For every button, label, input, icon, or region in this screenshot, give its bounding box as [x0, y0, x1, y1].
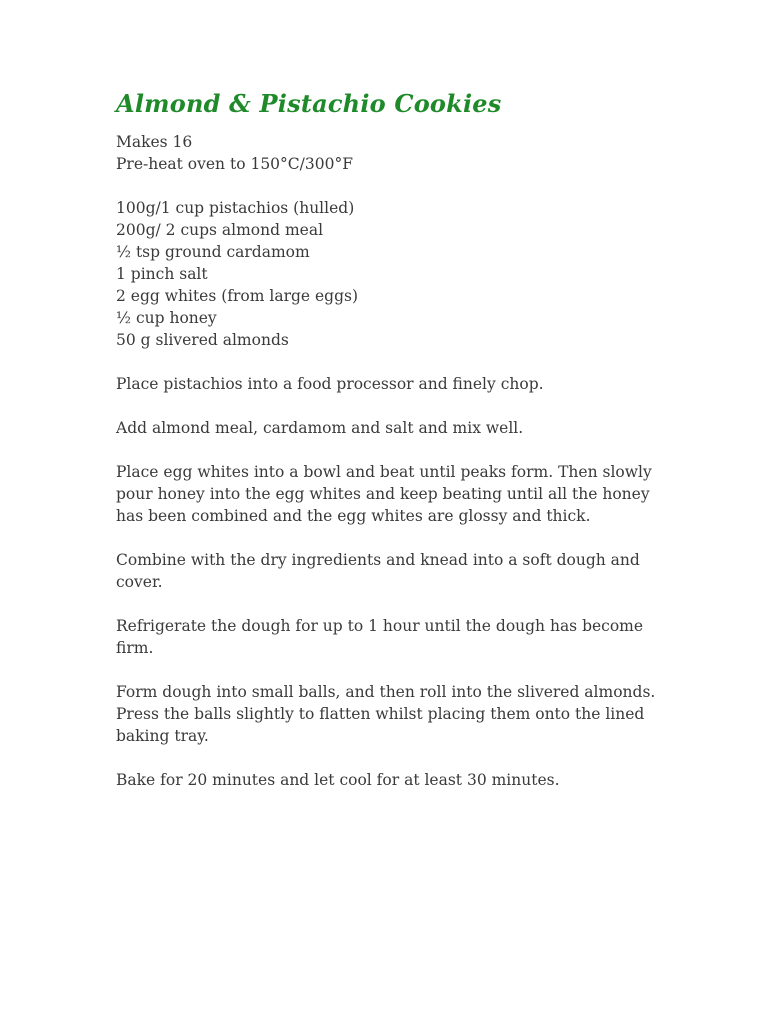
ingredient-item: 2 egg whites (from large eggs): [116, 287, 359, 305]
ingredient-item: ½ cup honey: [116, 309, 217, 327]
method-step: Combine with the dry ingredients and knead into a soft dough and cover.: [116, 551, 640, 591]
ingredient-item: 200g/ 2 cups almond meal: [116, 221, 324, 239]
recipe-preheat: Pre-heat oven to 150°C/300°F: [116, 155, 353, 173]
ingredient-item: 100g/1 cup pistachios (hulled): [116, 199, 355, 217]
recipe-title: Almond & Pistachio Cookies: [116, 89, 502, 118]
method-step: Add almond meal, cardamom and salt and mix well.: [116, 419, 524, 437]
spacer: [116, 593, 656, 615]
method-step: Place pistachios into a food processor and finely chop.: [116, 375, 544, 393]
method-step: Form dough into small balls, and then roll into the slivered almonds. Press the balls slightly to flatten whilst placing them onto the lined baking tray.: [116, 683, 656, 745]
spacer: [116, 351, 656, 373]
ingredient-list: [116, 197, 656, 351]
recipe-yield: Makes 16: [116, 133, 193, 151]
ingredient-item: 50 g slivered almonds: [116, 331, 289, 349]
method-step: Bake for 20 minutes and let cool for at least 30 minutes.: [116, 771, 560, 789]
spacer: [116, 395, 656, 417]
recipe-document: [116, 86, 656, 791]
spacer: [116, 527, 656, 549]
spacer: [116, 175, 656, 197]
spacer: [116, 747, 656, 769]
spacer: [116, 659, 656, 681]
ingredient-item: 1 pinch salt: [116, 265, 208, 283]
method-step: Refrigerate the dough for up to 1 hour until the dough has become firm.: [116, 617, 644, 657]
method-step: Place egg whites into a bowl and beat until peaks form. Then slowly pour honey into the egg whites and keep beating until all the honey has been combined and the egg whites are glossy and thick.: [116, 463, 652, 525]
ingredient-item: ½ tsp ground cardamom: [116, 243, 310, 261]
spacer: [116, 439, 656, 461]
